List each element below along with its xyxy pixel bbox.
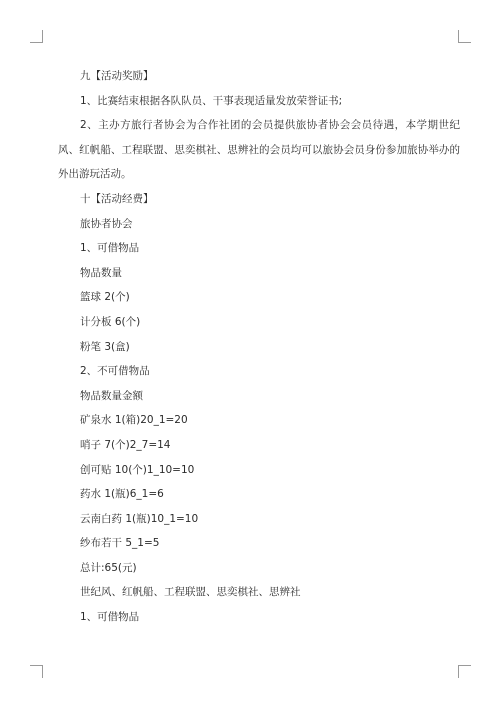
- section-heading-budget: 十【活动经费】: [80, 192, 154, 205]
- total-line: 总计:65(元): [80, 561, 137, 574]
- paragraph-line: 旅协者协会: [80, 217, 133, 230]
- paragraph-line: 物品数量金额: [80, 389, 143, 402]
- list-item: 矿泉水 1(箱)20_1=20: [80, 414, 188, 427]
- list-item: 创可贴 10(个)1_10=10: [80, 463, 195, 476]
- paragraph-line: 物品数量: [80, 266, 122, 279]
- paragraph-line: 1、可借物品: [80, 611, 140, 624]
- list-item: 计分板 6(个): [80, 315, 141, 328]
- paragraph-member-benefits: 2、主办方旅行者协会为合作社团的会员提供旅协者协会会员待遇，本学期世纪风、红帆船、工程联盟、思奕棋社、思辨社的会员均可以旅协会员身份参加旅协举办的外出游玩活动。: [58, 119, 460, 181]
- section-heading-rewards: 九【活动奖励】: [80, 70, 154, 82]
- list-item: 哨子 7(个)2_7=14: [80, 438, 171, 451]
- list-item: 药水 1(瓶)6_1=6: [80, 488, 164, 501]
- paragraph-line: 世纪风、红帆船、工程联盟、思奕棋社、思辨社: [80, 586, 301, 599]
- list-item: 粉笔 3(盒): [80, 340, 130, 353]
- paragraph-line: 2、不可借物品: [80, 365, 150, 378]
- list-item: 云南白药 1(瓶)10_1=10: [80, 512, 199, 525]
- document-body: [58, 64, 460, 630]
- paragraph-line: 1、比赛结束根据各队队员、干事表现适量发放荣誉证书;: [80, 94, 343, 107]
- crop-mark-bottom-left: [30, 665, 43, 678]
- crop-mark-top-left: [30, 30, 43, 43]
- list-item: 纱布若干 5_1=5: [80, 537, 160, 550]
- list-item: 篮球 2(个): [80, 291, 130, 304]
- crop-mark-bottom-right: [458, 665, 471, 678]
- paragraph-line: 1、可借物品: [80, 242, 140, 255]
- crop-mark-top-right: [458, 30, 471, 43]
